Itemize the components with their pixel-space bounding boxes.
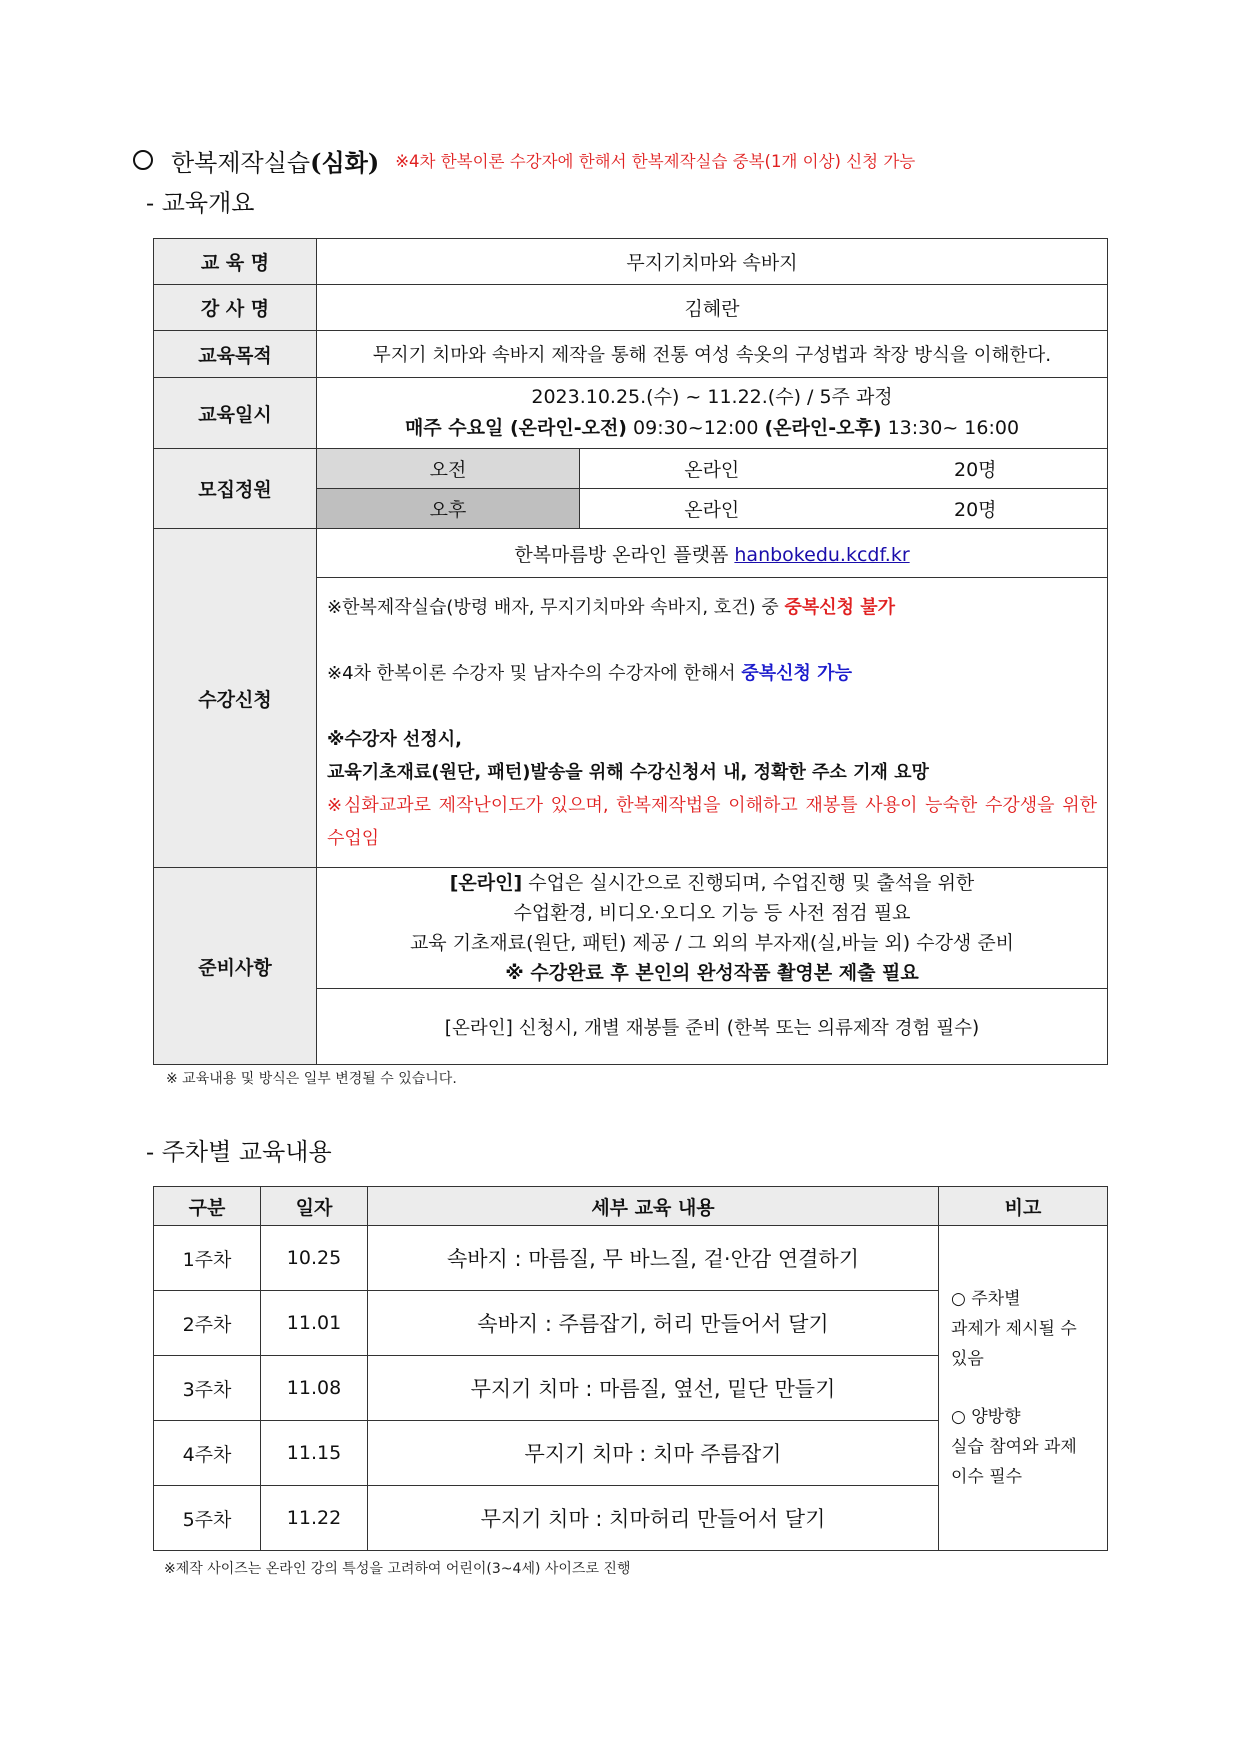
schedule-pm-label: (온라인-오후) [764,417,882,439]
row-purpose [154,331,1108,378]
apply-note-1-emph: 중복신청 불가 [784,596,896,618]
apply-platform [317,529,1108,578]
week-cell: 4주차 [154,1421,261,1486]
section-title-note: ※4차 한복이론 수강자에 한해서 한복제작실습 중복(1개 이상) 신청 가능 [395,152,916,171]
weekly-header-content: 세부 교육 내용 [368,1187,939,1226]
date-cell: 11.08 [261,1356,368,1421]
schedule-am-time: 09:30~12:00 [626,417,765,439]
value-schedule [317,378,1108,449]
apply-platform-link[interactable]: hanbokedu.kcdf.kr [734,543,910,566]
table-row [154,1226,1108,1291]
content-cell: 속바지 : 마름질, 무 바느질, 겉·안감 연결하기 [368,1226,939,1291]
week-cell: 3주차 [154,1356,261,1421]
remark-1-title: ○ 주차별 [951,1289,1021,1309]
label-apply: 수강신청 [154,529,317,868]
prep-line-4: ※ 수강완료 후 본인의 완성작품 촬영본 제출 필요 [505,962,919,984]
week-cell: 2주차 [154,1291,261,1356]
row-prep-main [154,868,1108,989]
remark-1-body: 과제가 제시될 수 있음 [951,1319,1077,1369]
recruit-pm-mode: 온라인 [580,489,844,529]
apply-note-2-emph: 중복신청 가능 [741,662,852,684]
apply-platform-text: 한복마름방 온라인 플랫폼 [514,543,729,566]
content-cell: 무지기 치마 : 치마허리 만들어서 달기 [368,1486,939,1551]
schedule-pm-time: 13:30~ 16:00 [881,417,1020,439]
prep-line-1-rest: 수업은 실시간으로 진행되며, 수업진행 및 출석을 위한 [522,872,975,894]
content-cell: 무지기 치마 : 마름질, 옆선, 밑단 만들기 [368,1356,939,1421]
weekly-heading: - 주차별 교육내용 [146,1138,332,1166]
label-schedule: 교육일시 [154,378,317,449]
circle-bullet-icon [133,150,153,170]
recruit-am-session: 오전 [317,449,580,489]
prep-line-2: 수업환경, 비디오·오디오 기능 등 사전 점검 필요 [513,902,911,924]
schedule-period: 2023.10.25.(수) ~ 11.22.(수) / 5주 과정 [531,386,893,408]
date-cell: 11.15 [261,1421,368,1486]
overview-heading: - 교육개요 [146,189,255,217]
prep-main [317,868,1108,989]
prep-line-3: 교육 기초재료(원단, 패턴) 제공 / 그 외의 부자재(실,바늘 외) 수강생 준비 [409,932,1015,954]
date-cell: 11.01 [261,1291,368,1356]
weekly-header-date: 일자 [261,1187,368,1226]
section-title-main: 한복제작실습 [171,148,311,177]
row-instructor [154,285,1108,331]
recruit-am-count: 20명 [844,449,1108,489]
remark-2-body: 실습 참여와 과제 이수 필수 [951,1437,1077,1487]
row-recruit-am [154,449,1108,489]
weekly-footnote: ※제작 사이즈는 온라인 강의 특성을 고려하여 어린이(3~4세) 사이즈로 진행 [164,1561,631,1577]
apply-note-1-text: ※한복제작실습(방령 배자, 무지기치마와 속바지, 호건) 중 [327,596,785,618]
prep-online: [온라인] 신청시, 개별 재봉틀 준비 (한복 또는 의류제작 경험 필수) [317,989,1108,1065]
content-cell: 무지기 치마 : 치마 주름잡기 [368,1421,939,1486]
week-cell: 5주차 [154,1486,261,1551]
section-title [133,140,915,180]
overview-table [153,238,1108,1065]
weekly-header-row [154,1187,1108,1226]
row-schedule [154,378,1108,449]
label-recruit: 모집정원 [154,449,317,529]
recruit-pm-session: 오후 [317,489,580,529]
apply-note-2 [327,657,1097,690]
label-prep: 준비사항 [154,868,317,1065]
label-instructor: 강 사 명 [154,285,317,331]
weekly-header-remark: 비고 [939,1187,1108,1226]
apply-note-1 [327,591,1097,624]
value-purpose: 무지기 치마와 속바지 제작을 통해 전통 여성 속옷의 구성법과 착장 방식을 이해한다. [317,331,1108,378]
remark-2-title: ○ 양방향 [951,1407,1021,1427]
label-purpose: 교육목적 [154,331,317,378]
prep-line-1-bold: [온라인] [449,872,523,894]
row-apply-platform [154,529,1108,578]
row-course-name [154,239,1108,285]
apply-note-3-body: 교육기초재료(원단, 패턴)발송을 위해 수강신청서 내, 정확한 주소 기재 요망 [327,761,929,783]
date-cell: 10.25 [261,1226,368,1291]
remark-block-2 [951,1402,1095,1492]
weekly-header-week: 구분 [154,1187,261,1226]
schedule-times [317,413,1107,444]
apply-note-2-text: ※4차 한복이론 수강자 및 남자수의 수강자에 한해서 [327,662,742,684]
date-cell: 11.22 [261,1486,368,1551]
overview-footnote: ※ 교육내용 및 방식은 일부 변경될 수 있습니다. [166,1071,457,1087]
content-cell: 속바지 : 주름잡기, 허리 만들어서 달기 [368,1291,939,1356]
week-cell: 1주차 [154,1226,261,1291]
value-instructor: 김혜란 [317,285,1108,331]
weekly-table [153,1186,1108,1551]
prep-line-1 [317,868,1107,898]
apply-note-3-title: ※수강자 선정시, [327,728,462,750]
schedule-am-label: 매주 수요일 (온라인-오전) [404,417,627,439]
label-course-name: 교 육 명 [154,239,317,285]
value-course-name: 무지기치마와 속바지 [317,239,1108,285]
recruit-am-mode: 온라인 [580,449,844,489]
remark-cell [939,1226,1108,1551]
apply-note-4: ※심화교과로 제작난이도가 있으며, 한복제작법을 이해하고 재봉틀 사용이 능숙한 수강생을 위한 수업임 [327,794,1098,849]
section-title-bold: (심화) [310,147,380,177]
apply-notes [317,578,1108,868]
remark-block-1 [951,1284,1095,1374]
recruit-pm-count: 20명 [844,489,1108,529]
